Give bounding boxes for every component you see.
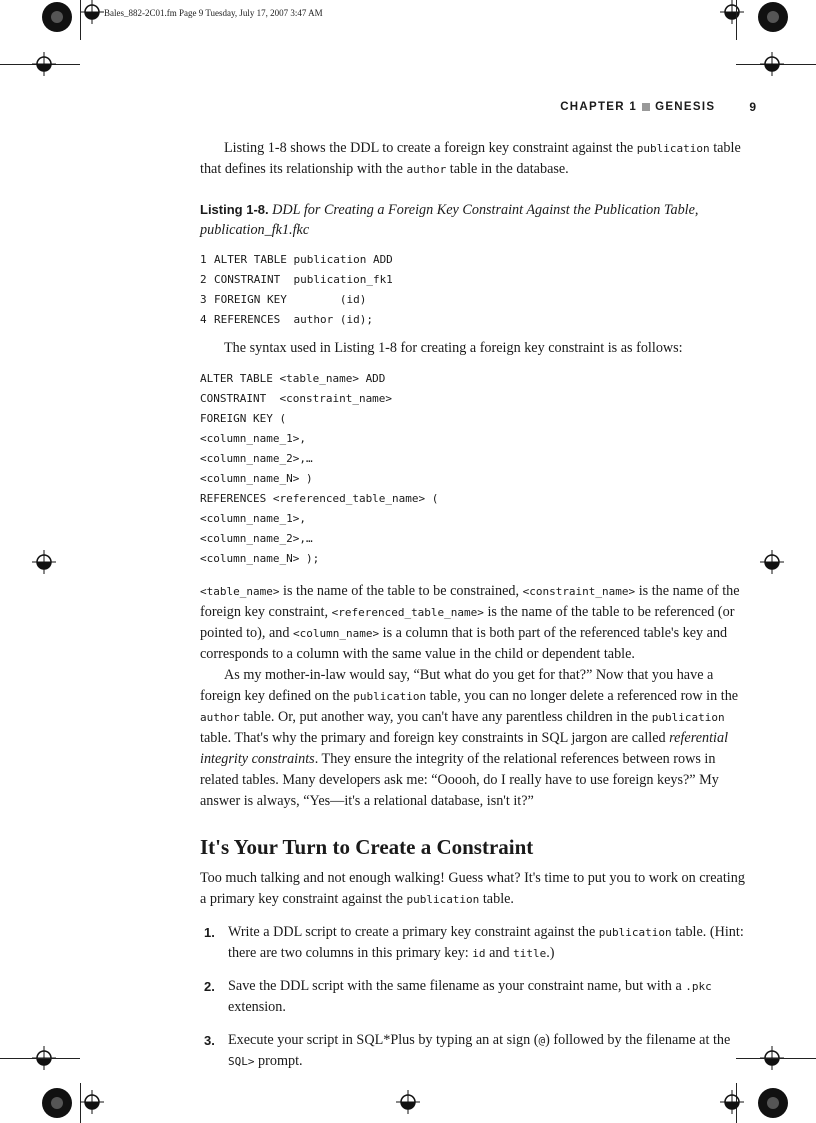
separator-square-icon [642,103,650,111]
text: prompt. [254,1053,303,1069]
inline-code: publication [636,142,710,155]
syntax-line: CONSTRAINT <constraint_name> [200,392,393,405]
registration-mark-icon [756,1086,790,1120]
code-text: ALTER TABLE publication ADD [214,253,393,266]
listing-label: Listing 1-8. [200,202,269,217]
text: ) followed by the filename at the [545,1032,731,1048]
page-number: 9 [749,100,756,114]
step-text [228,1030,748,1072]
registration-mark-icon [40,1086,74,1120]
inline-code: title [513,947,547,960]
crosshair-icon [760,52,784,76]
inline-code: publication [598,926,672,939]
code-listing [200,250,748,330]
syntax-line: <column_name_N> ) [200,472,313,485]
inline-code: @ [538,1034,546,1047]
registration-mark-icon [40,0,74,34]
line-number: 1 [200,253,207,266]
step-number: 1. [204,925,215,940]
body-text [200,138,748,1084]
text: is the name of the table to be constrained, [279,583,523,599]
text: Execute your script in SQL*Plus by typing an at sign ( [228,1032,539,1048]
emphasis: referential integrity constraints [200,730,729,767]
crop-line [736,0,737,40]
inline-code: <constraint_name> [522,585,636,598]
text: extension. [228,999,286,1015]
syntax-line: <column_name_2>,… [200,452,313,465]
inline-code: SQL> [228,1055,255,1068]
text: table. [479,891,514,907]
crosshair-icon [32,550,56,574]
registration-mark-icon [756,0,790,34]
crosshair-icon [760,550,784,574]
step-item [200,922,748,964]
inline-code: <referenced_table_name> [331,606,484,619]
text: is the name of the foreign key constraint, [200,583,740,620]
crosshair-icon [32,52,56,76]
code-line [200,310,748,330]
crop-line [80,0,81,40]
text: table. Or, put another way, you can't have any parentless children in the [239,709,652,725]
syntax-line: <column_name_1>, [200,432,306,445]
syntax-line: <column_name_2>,… [200,532,313,545]
step-number: 3. [204,1033,215,1048]
text: Write a DDL script to create a primary key constraint against the [228,924,599,940]
step-text [228,922,748,964]
crosshair-icon [720,0,744,24]
text: Listing 1-8 shows the DDL to create a foreign key constraint against the [224,140,637,156]
syntax-line: FOREIGN KEY ( [200,412,287,425]
syntax-line: <column_name_N> ); [200,552,320,565]
chapter-label: CHAPTER 1 [560,101,638,113]
crosshair-icon [80,0,104,24]
inline-code: author [200,711,240,724]
section-heading: It's Your Turn to Create a Constraint [200,835,534,859]
chapter-title: GENESIS [655,101,716,113]
mother-in-law-paragraph [200,665,748,812]
crop-line [736,1058,816,1059]
crosshair-icon [396,1090,420,1114]
turn-paragraph [200,868,748,910]
text: table. That's why the primary and foreign key constraints in SQL jargon are called [200,730,670,746]
intro-paragraph [200,138,748,180]
text: . They ensure the integrity of the relational references between rows in related tables. Many developers ask me: “Ooooh, do I really have to use foreign keys?” My answer is always, “Yes—it's a relational database, isn't it?” [200,751,719,809]
text: and [485,945,514,961]
text: table in the database. [446,161,569,177]
listing-title: DDL for Creating a Foreign Key Constraint Against the Publication Table, publication_fk1.fkc [200,202,699,238]
text: As my mother-in-law would say, “But what do you get for that?” Now that you have a foreign key defined on the [200,667,714,704]
inline-code: .pkc [685,980,712,993]
text: is the name of the table to be referenced (or pointed to), and [200,604,735,641]
inline-code: publication [353,690,427,703]
crop-line [0,1058,80,1059]
syntax-line: ALTER TABLE <table_name> ADD [200,372,386,385]
inline-code: id [472,947,486,960]
file-slug: Bales_882-2C01.fm Page 9 Tuesday, July 17, 2007 3:47 AM [104,8,323,18]
syntax-intro: The syntax used in Listing 1-8 for creating a foreign key constraint is as follows: [224,340,683,356]
code-text: FOREIGN KEY (id) [214,293,367,306]
code-line [200,290,748,310]
code-line [200,250,748,270]
syntax-line: <column_name_1>, [200,512,306,525]
text: table. (Hint: there are two columns in this primary key: [228,924,744,961]
line-number: 3 [200,293,207,306]
inline-code: author [406,163,447,176]
step-number: 2. [204,979,215,994]
text: is a column that is both part of the referenced table's key and corresponds to a column with the same value in the child or dependent table. [200,625,728,662]
text: Save the DDL script with the same filename as your constraint name, but with a [228,978,686,994]
inline-code: publication [406,893,480,906]
code-text: CONSTRAINT publication_fk1 [214,273,393,286]
step-text [228,976,748,1018]
listing-caption [200,200,748,240]
crosshair-icon [720,1090,744,1114]
inline-code: <column_name> [293,627,380,640]
steps-list [200,922,748,1072]
line-number: 2 [200,273,207,286]
crosshair-icon [80,1090,104,1114]
syntax-line: REFERENCES <referenced_table_name> ( [200,492,439,505]
inline-code: <table_name> [200,585,280,598]
code-line [200,270,748,290]
syntax-block [200,369,748,569]
text: .) [546,945,555,961]
inline-code: publication [651,711,725,724]
step-item [200,976,748,1018]
text: table that defines its relationship with the [200,140,741,177]
text: Too much talking and not enough walking! Guess what? It's time to put you to work on creating a primary key constraint against the [200,870,745,907]
text: table, you can no longer delete a referenced row in the [426,688,739,704]
where-paragraph [200,581,748,665]
code-text: REFERENCES author (id); [214,313,373,326]
running-head [560,100,756,114]
step-item [200,1030,748,1072]
line-number: 4 [200,313,207,326]
